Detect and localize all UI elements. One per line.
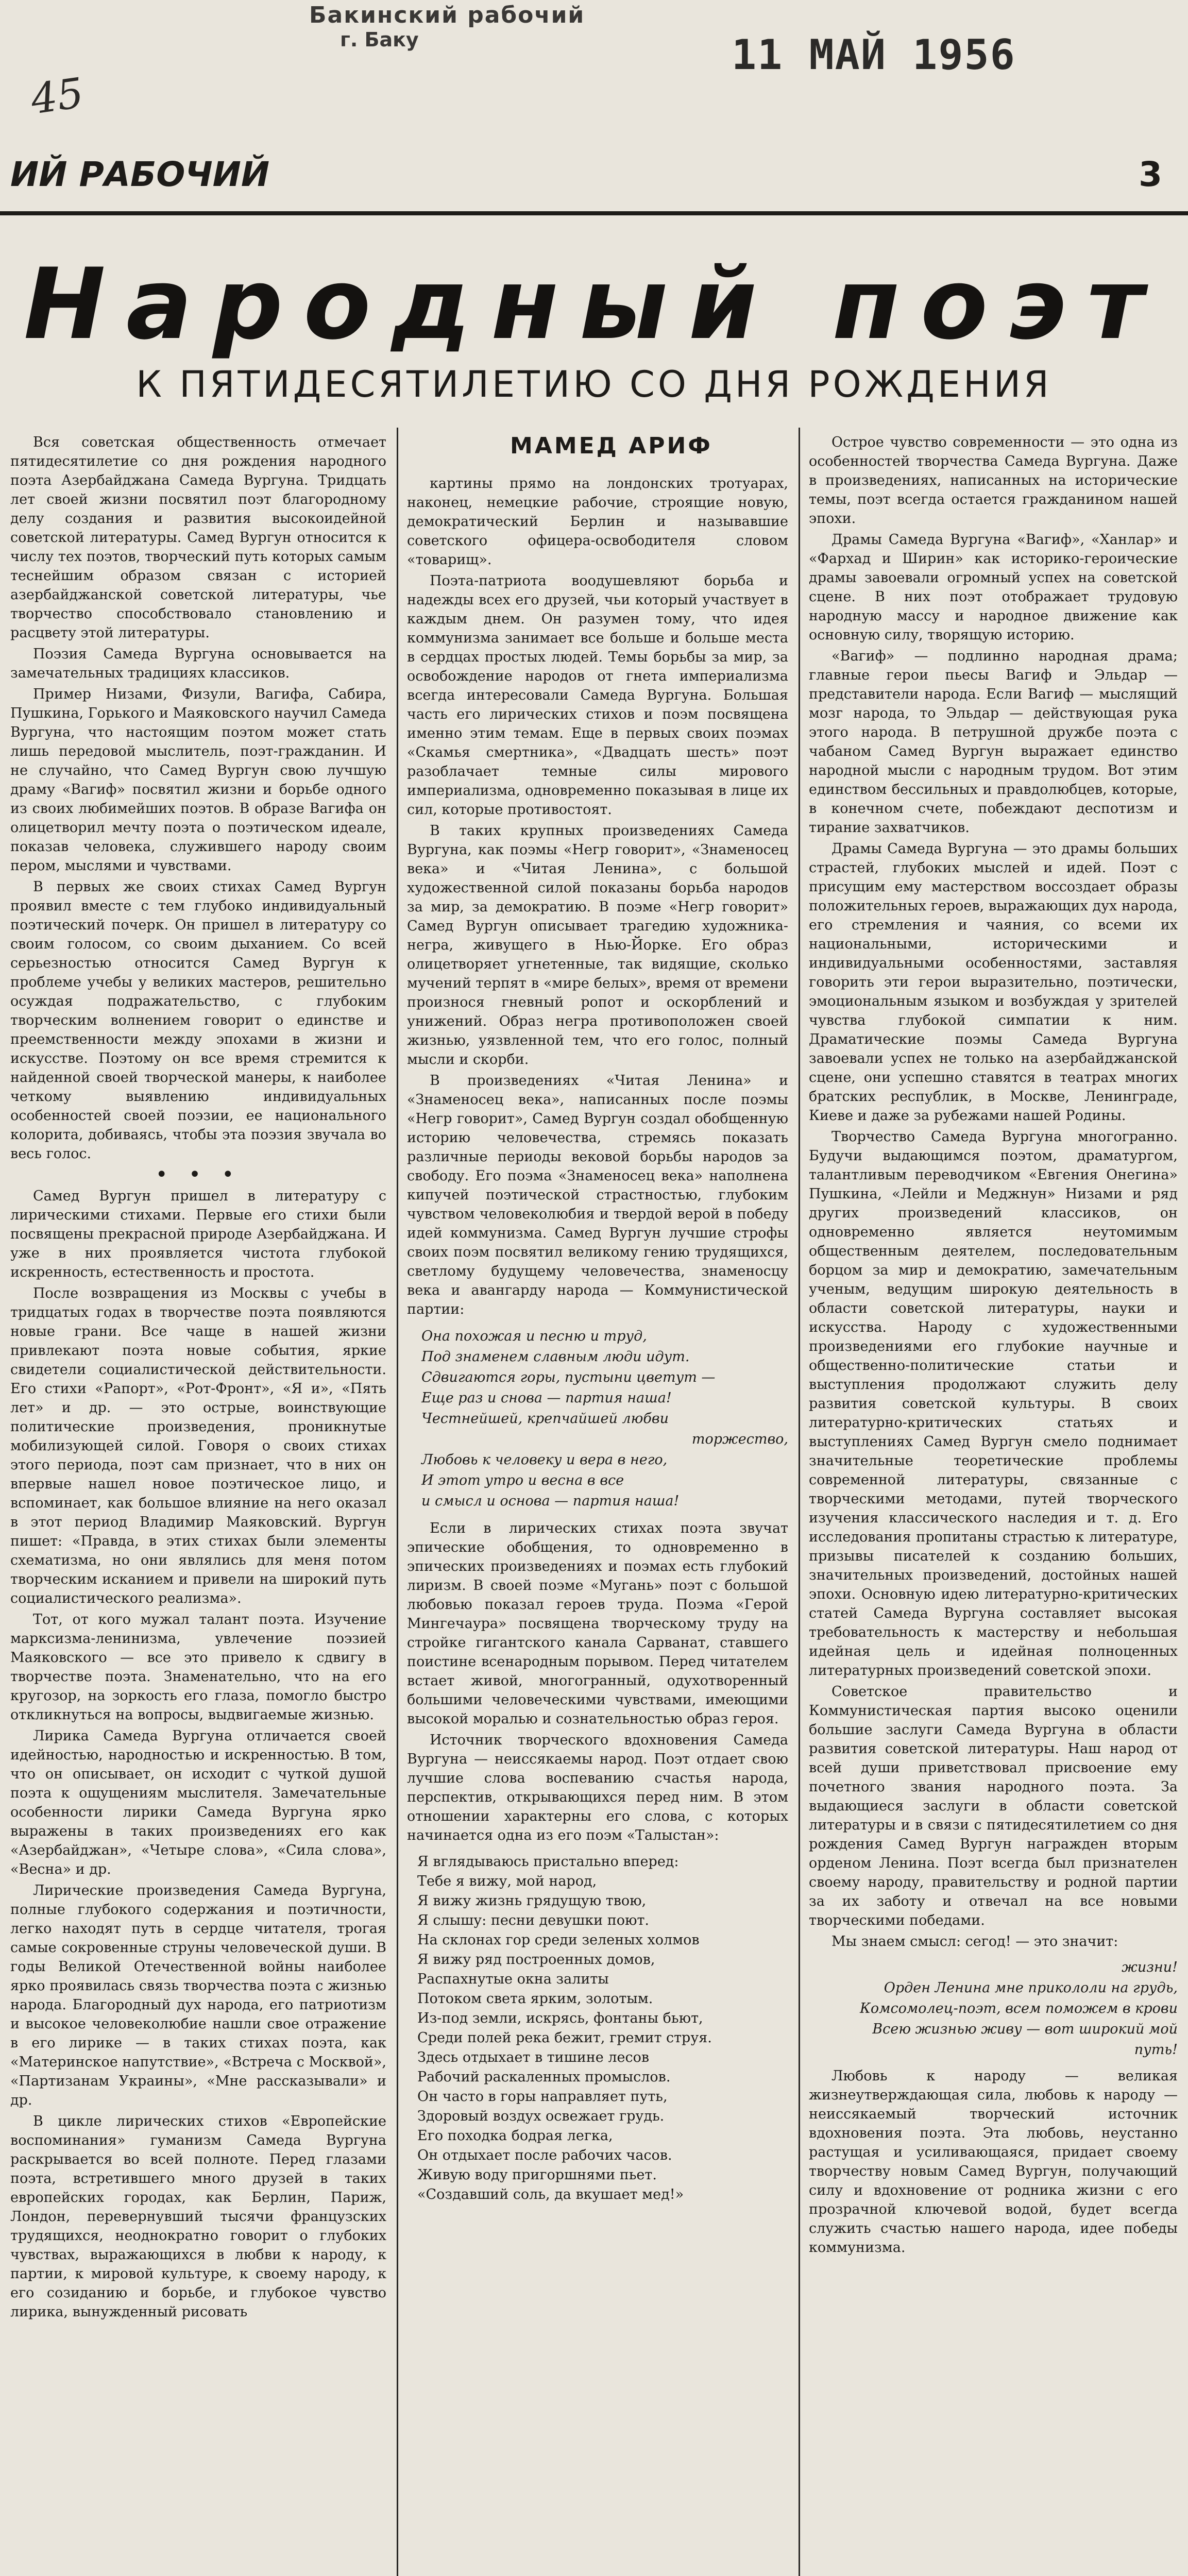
- paragraph: Мы знаем смысл: сегод! — это значит:: [831, 1934, 1118, 1950]
- poem-excerpt-talystan: [417, 1852, 788, 2205]
- paragraph: Поэта-патриота воодушевляют борьба и надежды всех его друзей, чьи который участвует в каждым днем. Он разумен тому, что идея коммунизма занимает все больше и больше места в сердцах простых людей. Темы борьбы за мир, за освобождение народов от гнета империализма всегда интересовали Самеда Вургуна. Большая часть его лирических стихов и поэм посвящена именно этим темам. Еще в первых своих поэмах «Скамья смертника», «Двадцать шесть» поэт разоблачает темные силы мирового империализма, одновременно показывая в лице их сил, которые противостоят.: [407, 573, 788, 818]
- article1-column-1: [10, 433, 386, 2321]
- paragraph: картины прямо на лондонских тротуарах, наконец, немецкие рабочие, строящие новую, демократический Берлин и называвшие советского офицера-освободителя словом «товарищ».: [407, 476, 788, 568]
- poem-line: Тебе я вижу, мой народ,: [417, 1873, 597, 1889]
- paragraph: Советское правительство и Коммунистическая партия высоко оценили большие заслуги Самеда Вургуна в области развития советской литературы. Наш народ от всей души приветствовал присвоение ему почетного звания народного поэта. За выдающиеся заслуги в области советской литературы и в связи с пятидесятилетием со дня рождения Самед Вургун награжден вторым орденом Ленина. Поэт всегда был признателен своему народу, правительству и родной партии за их заботу и отвечал на все новыми творческими победами.: [809, 1684, 1178, 1928]
- handwritten-number: 45: [28, 69, 87, 124]
- paragraph: Лирика Самеда Вургуна отличается своей идейностью, народностью и искренностью. В том, что он описывает, он исходит с чуткой душой поэта к ощущениям мыслителя. Замечательные особенности лирики Самеда Вургуна ярко выражены в таких произведениях его как «Азербайджан», «Четыре слова», «Сила слова», «Весна» и др.: [10, 1728, 386, 1877]
- poem-line: Среди полей река бежит, гремит струя.: [417, 2030, 712, 2046]
- poem-line: Честнейшей, крепчайшей любви: [421, 1411, 669, 1427]
- poem-excerpt-party: [421, 1326, 788, 1512]
- poem-line: Всею жизнью живу — вот широкий мой: [872, 2021, 1178, 2037]
- poem-line: На склонах гор среди зеленых холмов: [417, 1932, 700, 1948]
- poem-line: Здесь отдыхает в тишине лесов: [417, 2049, 650, 2065]
- article1-column-2: [407, 474, 788, 2212]
- stamp-paper-name: Бакинский рабочий: [309, 2, 585, 28]
- library-stamp: [309, 2, 585, 51]
- poem-line: Он часто в горы направляет путь,: [417, 2089, 668, 2105]
- poem-line: Рабочий раскаленных промыслов.: [417, 2069, 671, 2085]
- poem-line: жизни!: [1122, 1959, 1178, 1975]
- paragraph: Творчество Самеда Вургуна многогранно. Будучи выдающимся поэтом, драматургом, талантливым переводчиком «Евгения Онегина» Пушкина, «Лейли и Меджнун» Низами и ряд других произведений классиков, он одновременно является неутомимым общественным деятелем, последовательным борцом за мир и демократию, замечательным ученым, ведущим широкую деятельность в области советской литературы, науки и искусства. Народу с художественными произведениями его глубокие научные и общественно-политические статьи и выступления продолжают служить делу развития советской культуры. В своих литературно-критических статьях и выступлениях Самед Вургун смело поднимает значительные теоретические проблемы современной литературы, связанные с творческими методами, путей творческого изучения классического наследия и т. д. Его исследования пропитаны страстью к литературе, призывы писателей к созданию больших, значительных произведений, достойных нашей эпохи. Основную идею литературно-критических статей Самеда Вургуна составляет высокая требовательность к мастерству и небольшая идейная цель и идейная полноценных литературных произведений советской эпохи.: [809, 1129, 1178, 1679]
- poem-line: Я вглядываюсь пристально вперед:: [417, 1854, 679, 1870]
- poem-line: Живую воду пригоршнями пьет.: [417, 2167, 657, 2183]
- paragraph: Самед Вургун пришел в литературу с лирическими стихами. Первые его стихи были посвящены прекрасной природе Азербайджана. И уже в них проявляется чистота глубокой искренность, естественность и простота.: [10, 1188, 386, 1280]
- poem-line: Я вижу ряд построенных домов,: [417, 1952, 655, 1968]
- poem-line: Она похожая и песню и труд,: [421, 1328, 647, 1344]
- paragraph: Острое чувство современности — это одна из особенностей творчества Самеда Вургуна. Даже в произведениях, написанных на исторические темы, поэт всегда остается гражданином нашей эпохи.: [809, 434, 1178, 527]
- column-rule: [799, 428, 800, 2576]
- paragraph: Источник творческого вдохновения Самеда Вургуна — неиссякаемы народ. Поэт отдает свою лучшие слова воспеванию счастья народа, перспектив, открывающихся перед ним. В этом отношении характерны его слова, с которых начинается одна из его поэм «Талыстан»:: [407, 1732, 788, 1843]
- page-number: 3: [1139, 155, 1162, 194]
- paragraph: «Вагиф» — подлинно народная драма; главные герои пьесы Вагиф и Эльдар — представители народа. Если Вагиф — мыслящий мозг народа, то Эльдар — действующая рука этого народа. В петрушной дружбе поэта с чабаном Самед Вургун выражает единство народной мысли с народным трудом. Вот этим единством бессильных и правдолюбцев, которые, в конечном счете, побеждают деспотизм и тирание захватчиков.: [809, 648, 1178, 836]
- paragraph: Любовь к народу — великая жизнеутверждающая сила, любовь к народу — неиссякаемый творческий источник вдохновения поэта. Эта любовь, неустанно растущая и усиливающаяся, придает своему творчеству новым Самед Вургун, получающий силу и вдохновение от родника жизни с его прозрачной ключевой водой, будет всегда служить счастью нашего народа, идее победы коммунизма.: [809, 2068, 1178, 2256]
- paragraph: В цикле лирических стихов «Европейские воспоминания» гуманизм Самеда Вургуна раскрывается во всей полноте. Перед глазами поэта, встретившего много друзей в таких европейских городах, как Берлин, Париж, Лондон, перевернувший тысячи французских трудящихся, неоднократно говорит о глубоких чувствах, выражающихся в любви к народу, к партии, к мировой культуре, к своему народу, к его созиданию и борьбе, и глубокое чувство лирика, вынужденный рисовать: [10, 2113, 386, 2320]
- paragraph: После возвращения из Москвы с учебы в тридцатых годах в творчестве поэта появляются новые грани. Все чаще в нашей жизни привлекают поэта новые события, яркие свидетели социалистической действительности. Его стихи «Рапорт», «Рот-Фронт», «Я и», «Пять лет» и др. — это острые, воинствующие политические произведения, проникнутые мобилизующей силой. Говоря о своих стихах этого периода, поэт сам признает, что в них он впервые нашел новое поэтическое лицо, и вспоминает, как большое влияние на него оказал в этот период Владимир Маяковский. Вургун пишет: «Правда, в этих стихах были элементы схематизма, но они являлись для меня потом творческим исканием и привели на широкий путь социалистического реализма».: [10, 1285, 386, 1606]
- poem-line: Он отдыхает после рабочих часов.: [417, 2147, 672, 2163]
- column-rule: [397, 428, 398, 2576]
- poem-line: Под знаменем славным люди идут.: [421, 1349, 690, 1365]
- poem-line: Любовь к человеку и вера в него,: [421, 1452, 668, 1468]
- page-masthead: [0, 155, 1188, 215]
- poem-excerpt-order: [809, 1957, 1178, 2060]
- paragraph: Вся советская общественность отмечает пятидесятилетие со дня рождения народного поэта Азербайджана Самеда Вургуна. Тридцать лет своей жизни посвятил поэт благородному делу создания и развития высокоидейной советской литературы. Самед Вургун относится к числу тех поэтов, творческий путь которых самым теснейшим образом связан с историей азербайджанской советской литературы, чье творчество способствовало становлению и расцвету этой литературы.: [10, 434, 386, 641]
- poem-line: «Создавший соль, да вкушает мед!»: [417, 2187, 684, 2202]
- masthead-paper-name: ИЙ РАБОЧИЙ: [10, 155, 270, 194]
- poem-line: торжество,: [691, 1431, 788, 1447]
- paragraph: Пример Низами, Физули, Вагифа, Сабира, Пушкина, Горького и Маяковского научил Самеда Вургуна, что настоящим поэтом может стать лишь передовой мыслитель, поэт-гражданин. И не случайно, что Самед Вургун свою лучшую драму «Вагиф» посвятил жизни и борьбе одного из своих любимейших поэтов. В образе Вагифа он олицетворил мечту поэта о поэтическом идеале, показав человека, служившего народу своим пером, мыслями и чувствами.: [10, 686, 386, 874]
- paragraph: Тот, от кого мужал талант поэта. Изучение марксизма-ленинизма, увлечение поэзией Маяковского — все это привело к сдвигу в творчестве поэта. Знаменательно, что на его кругозор, на зоркость его глаза, помогло быстро откликнуться на вопросы, выдвигаемые жизнью.: [10, 1612, 386, 1723]
- poem-line: Распахнутые окна залиты: [417, 1971, 609, 1987]
- poem-line: Здоровый воздух освежает грудь.: [417, 2108, 665, 2124]
- section-divider: • • •: [155, 1163, 242, 1187]
- poem-line: Потоком света ярким, золотым.: [417, 1991, 653, 2007]
- paragraph: В таких крупных произведениях Самеда Вургуна, как поэмы «Негр говорит», «Знаменосец века» и «Читая Ленина», с большой художественной силой показаны борьба народов за мир, за демократию. В поэме «Негр говорит» Самед Вургун описывает трагедию художника-негра, живущего в Нью-Йорке. Его образ олицетворяет угнетенные, так видящие, сколько мучений терпят в «мире белых», время от времени произнося гневный ропот и оскорблений и унижений. Образ негра противоположен своей жизнью, уязвленной тем, что его голос, полный мысли и скорби.: [407, 823, 788, 1067]
- paragraph: Если в лирических стихах поэта звучат эпические обобщения, то одновременно в эпических произведениях и поэмах есть глубокий лиризм. В своей поэме «Мугань» поэт с большой любовью показал героев труда. Поэма «Герой Мингечаура» посвящена творческому труду на стройке гигантского канала Сарванат, ставшего поистине всенародным порывом. Перед читателем встает живой, многогранный, одухотворенный большими человеческими чувствами, имеющими высокой моралью и сознательностью образ героя.: [407, 1520, 788, 1727]
- article-headline: Народный поэт: [23, 247, 1165, 361]
- paragraph: Драмы Самеда Вургуна — это драмы больших страстей, глубоких мыслей и идей. Поэт с присущим ему мастерством воссоздает образы положительных героев, выражающих дух народа, его стремления и чаяния, со всеми их национальными, историческими и индивидуальными особенностями, заставляя говорить эти герои выразительно, поэтически, эмоциональным языком и возбуждая у зрителей чувства глубокой симпатии к ним. Драматические поэмы Самеда Вургуна завоевали успех не только на азербайджанской сцене, они успешно ставятся в театрах многих братских республик, в Москве, Ленинграде, Киеве и даже за рубежами нашей Родины.: [809, 841, 1178, 1124]
- paragraph: Драмы Самеда Вургуна «Вагиф», «Ханлар» и «Фархад и Ширин» как историко-героические драмы завоевали огромный успех на советской сцене. В них поэт отображает трудовую народную массу и народное движение как основную силу, творящую историю.: [809, 532, 1178, 643]
- poem-line: Еще раз и снова — партия наша!: [421, 1390, 672, 1406]
- article1-column-3: [809, 433, 1178, 2257]
- poem-line: Орден Ленина мне прикололи на грудь,: [884, 1980, 1178, 1996]
- paragraph: В произведениях «Читая Ленина» и «Знаменосец века», написанных после поэмы «Негр говорит», Самед Вургун создал обобщенную историю человечества, стремясь показать различные периоды вековой борьбы народов за свободу. Его поэма «Знаменосец века» наполнена кипучей поэтической страстностью, глубоким чувством человеколюбия и твердой верой в победу идей коммунизма. Самед Вургун лучшие строфы своих поэм посвятил великому гению трудящихся, светлому будущему человечества, знаменосцу века и авангарду народа — Коммунистической партии:: [407, 1073, 788, 1317]
- article-subheadline: К ПЯТИДЕСЯТИЛЕТИЮ СО ДНЯ РОЖДЕНИЯ: [136, 363, 1052, 405]
- poem-line: Из-под земли, искрясь, фонтаны бьют,: [417, 2010, 703, 2026]
- stamp-city: г. Баку: [340, 28, 419, 51]
- poem-line: Я вижу жизнь грядущую твою,: [417, 1893, 647, 1909]
- paragraph: В первых же своих стихах Самед Вургун проявил вместе с тем глубоко индивидуальный поэтический почерк. Он пришел в литературу со своим голосом, со своим дыханием. Со всей серьезностью относится Самед Вургун к проблеме учебы у великих мастеров, решительно осуждая подражательство, с глубоким творческим волнением говорит о единстве и преемственности между эпохами в жизни и искусстве. Поэтому он все время стремится к найденной своей творческой манеры, к наиболее четкому выявлению индивидуальных особенностей своей поэзии, ее национального колорита, добиваясь, чтобы эта поэзия звучала во весь голос.: [10, 879, 386, 1162]
- paragraph: Лирические произведения Самеда Вургуна, полные глубокого содержания и поэтичности, легко находят путь в сердце читателя, трогая самые сокровенные струны человеческой души. В годы Великой Отечественной войны наиболее ярко проявилась связь творчества поэта с жизнью народа. Благородный дух народа, его патриотизм и высокое человеколюбие нашли свое отражение в его лирике — в таких стихах поэта, как «Материнское напутствие», «Встреча с Москвой», «Партизанам Украины», «Мне рассказывали» и др.: [10, 1883, 386, 2108]
- poem-line: и смысл и основа — партия наша!: [421, 1493, 680, 1509]
- poem-line: Я слышу: песни девушки поют.: [417, 1912, 650, 1928]
- poem-line: Его походка бодрая легка,: [417, 2128, 613, 2144]
- poem-line: Сдвигаются горы, пустыни цветут —: [421, 1369, 716, 1385]
- poem-line: И этот утро и весна в все: [421, 1472, 624, 1488]
- paragraph: Поэзия Самеда Вургуна основывается на замечательных традициях классиков.: [10, 646, 386, 681]
- article-byline: МАМЕД АРИФ: [510, 433, 712, 459]
- date-stamp: 11 МАЙ 1956: [732, 31, 1016, 79]
- poem-line: Комсомолец-поэт, всем поможем в крови: [860, 2001, 1178, 2016]
- poem-line: путь!: [1134, 2042, 1178, 2058]
